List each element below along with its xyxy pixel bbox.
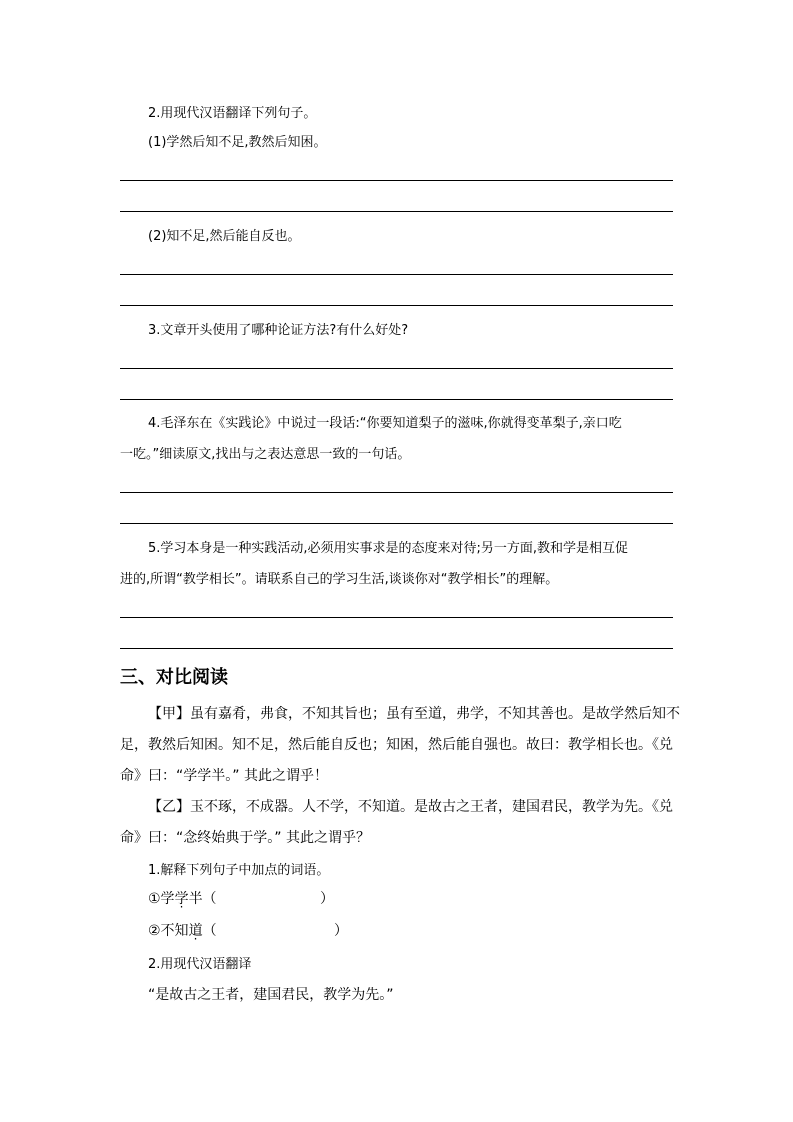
question-4-line-1: 4.毛泽东在《实践论》中说过一段话:“你要知道梨子的滋味,你就得变革梨子,亲口吃: [148, 416, 622, 431]
translate-sentence: “是故古之王者，建国君民，教学为先。”: [148, 987, 394, 1003]
question-1-item-a: [148, 890, 217, 908]
answer-line[interactable]: [120, 180, 673, 181]
answer-line[interactable]: [120, 274, 673, 275]
question-5-line-1: 5.学习本身是一种实践活动,必须用实事求是的态度来对待;另一方面,教和学是相互促: [148, 541, 629, 556]
answer-line[interactable]: [120, 492, 673, 493]
dotted-word: 道: [188, 923, 203, 939]
question-3: 3.文章开头使用了哪种论证方法?有什么好处?: [148, 323, 409, 338]
question-1-title: 1.解释下列句子中加点的词语。: [148, 863, 330, 878]
answer-line[interactable]: [120, 211, 673, 212]
section-3-heading: 三、对比阅读: [120, 667, 228, 688]
answer-line[interactable]: [120, 368, 673, 369]
passage-yi-line-2: 命》曰：“念终始典于学。” 其此之谓乎？: [120, 830, 370, 846]
question-1-item-b: [148, 922, 217, 940]
item-a-prefix: ①学: [148, 891, 175, 907]
question-4-line-2: 一吃。”细读原文,找出与之表达意思一致的一句话。: [120, 447, 411, 462]
passage-jia-line-2: 足，教然后知困。知不足，然后能自反也；知困，然后能自强也。故曰：教学相长也。《兑: [120, 737, 673, 753]
answer-blank-close: ）: [334, 923, 348, 939]
passage-jia-line-1: 【甲】虽有嘉肴，弗食，不知其旨也；虽有至道，弗学，不知其善也。是故学然后知不: [148, 706, 680, 722]
answer-line[interactable]: [120, 648, 673, 649]
passage-jia-line-3: 命》曰：“学学半。” 其此之谓乎！: [120, 768, 328, 784]
question-2-translate-title: 2.用现代汉语翻译: [148, 957, 252, 972]
answer-line[interactable]: [120, 617, 673, 618]
answer-line[interactable]: [120, 523, 673, 524]
answer-line[interactable]: [120, 305, 673, 306]
question-2-item-1: (1)学然后知不足,教然后知困。: [148, 135, 327, 150]
answer-line[interactable]: [120, 399, 673, 400]
item-a-suffix: 半（: [188, 891, 217, 907]
question-5-line-2: 进的,所谓“教学相长”。请联系自己的学习生活,谈谈你对“教学相长”的理解。: [120, 572, 559, 587]
item-b-prefix: ②不知: [148, 923, 189, 939]
item-b-suffix: （: [202, 923, 217, 939]
passage-yi-line-1: 【乙】玉不琢，不成器。人不学，不知道。是故古之王者，建国君民，教学为先。《兑: [148, 799, 673, 815]
question-2-item-2: (2)知不足,然后能自反也。: [148, 229, 301, 244]
dotted-word: 学: [174, 891, 189, 907]
answer-blank-close: ）: [320, 891, 334, 907]
question-2-title: 2.用现代汉语翻译下列句子。: [148, 106, 317, 121]
